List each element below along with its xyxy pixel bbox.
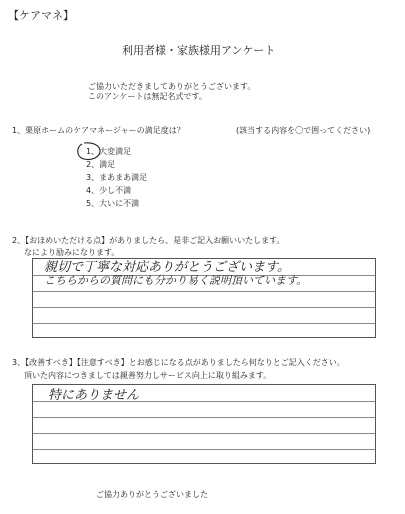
q1-option-2: 2、満足 xyxy=(86,160,116,169)
q1-instruction: (該当する内容を〇で囲ってください) xyxy=(236,126,371,135)
q2-handwritten-line-2: こちらからの質問にも分かり易く説明頂いています。 xyxy=(44,274,308,287)
q3-sub: 頂いた内容につきましては親善努力しサービス向上に取り組みます。 xyxy=(24,371,272,380)
survey-tag: 【ケアマネ】 xyxy=(8,9,74,22)
q1-option-4: 4、少し不満 xyxy=(86,186,132,195)
survey-title: 利用者様・家族様用アンケート xyxy=(122,44,276,57)
q1-option-1: 1、大変満足 xyxy=(86,147,132,156)
q1-option-3: 3、まあまあ満足 xyxy=(86,173,148,182)
q1-question: 1、栗原ホームのケアマネージャーの満足度は？ xyxy=(12,126,185,135)
q1-option-5: 5、大いに不満 xyxy=(86,199,140,208)
q2-sub: なにより励みになります。 xyxy=(24,248,120,257)
q2-handwritten-line-1: 親切で丁寧な対応ありがとうございます。 xyxy=(44,260,290,275)
q2-question: 2、【おほめいただける点】がありましたら、是非ご記入お願いいたします。 xyxy=(12,236,285,245)
footer-thanks: ご協力ありがとうございました xyxy=(96,490,208,499)
q3-question: 3、【改善すべき】【注意すべき】とお感じになる点がありましたら何なりとご記入ください。 xyxy=(12,358,345,367)
q3-handwritten-answer: 特にありません xyxy=(48,388,140,403)
selection-circle xyxy=(74,139,106,163)
intro-line-2: このアンケートは無記名式です。 xyxy=(88,92,207,101)
intro-line-1: ご協力いただきましてありがとうございます。 xyxy=(88,82,256,91)
